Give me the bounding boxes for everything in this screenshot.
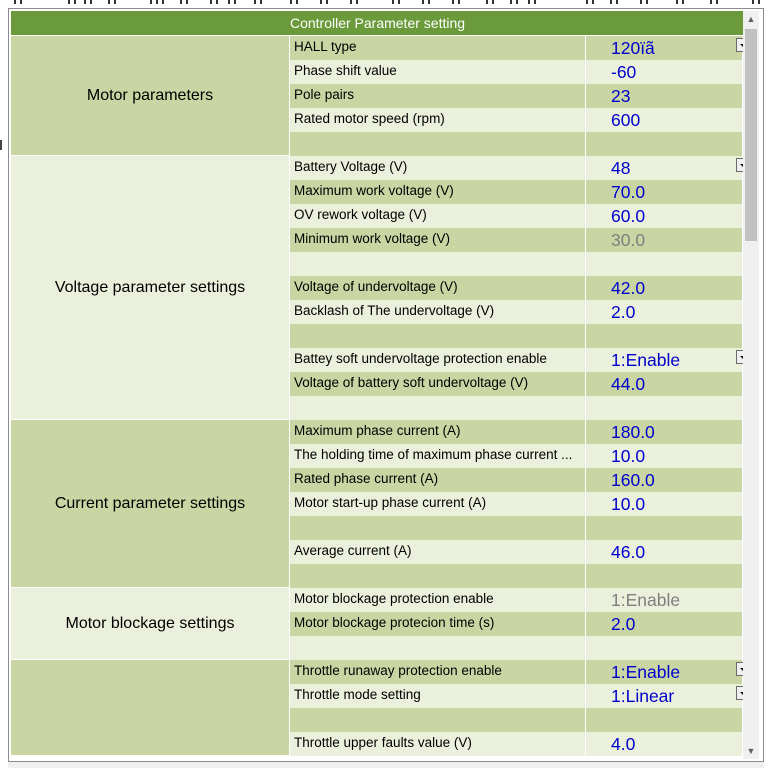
parameter-label xyxy=(290,708,586,732)
parameter-value-field xyxy=(586,588,742,612)
parameter-value-field[interactable] xyxy=(586,732,742,756)
parameter-value-field[interactable] xyxy=(586,564,742,588)
parameter-value: 160.0 xyxy=(611,470,655,490)
parameter-value: 1:Linear xyxy=(611,686,675,706)
parameter-label: Throttle runaway protection enable xyxy=(290,660,586,684)
parameter-value-field[interactable] xyxy=(586,108,742,132)
parameter-value-field[interactable] xyxy=(586,516,742,540)
parameter-row xyxy=(290,372,742,396)
parameter-value: 60.0 xyxy=(611,206,646,226)
parameter-value-field[interactable] xyxy=(586,612,742,636)
parameter-value: 46.0 xyxy=(611,542,646,562)
parameter-value-field[interactable] xyxy=(586,84,742,108)
parameter-value-field xyxy=(586,228,742,252)
parameter-label: Voltage of undervoltage (V) xyxy=(290,276,586,300)
parameter-value-field[interactable] xyxy=(586,492,742,516)
parameter-value: 2.0 xyxy=(611,302,636,322)
parameter-label: Minimum work voltage (V) xyxy=(290,228,586,252)
section-label: Motor parameters xyxy=(11,36,289,156)
parameter-row xyxy=(290,396,742,420)
parameter-value: 1:Enable xyxy=(611,662,681,682)
parameter-row xyxy=(290,84,742,108)
parameter-label: Throttle mode setting xyxy=(290,684,586,708)
parameter-row xyxy=(290,492,742,516)
scrollbar-thumb[interactable] xyxy=(745,29,757,241)
parameter-value-field[interactable] xyxy=(586,372,742,396)
parameter-value: 42.0 xyxy=(611,278,646,298)
parameter-value-field[interactable] xyxy=(586,180,742,204)
parameter-row xyxy=(290,300,742,324)
section-label: Current parameter settings xyxy=(11,420,289,588)
parameter-label: Battey soft undervoltage protection enable xyxy=(290,348,586,372)
parameter-row xyxy=(290,564,742,588)
parameter-value: 600 xyxy=(611,110,641,130)
parameter-label: HALL type xyxy=(290,36,586,60)
parameter-row xyxy=(290,252,742,276)
parameter-value: 70.0 xyxy=(611,182,646,202)
parameter-row xyxy=(290,204,742,228)
parameter-row xyxy=(290,444,742,468)
parameter-select[interactable] xyxy=(586,660,742,684)
top-edge xyxy=(0,0,764,6)
grid-title: Controller Parameter setting xyxy=(11,11,744,35)
parameter-row xyxy=(290,132,742,156)
arrow-up-icon[interactable]: ▲ xyxy=(746,14,756,24)
parameter-label: Phase shift value xyxy=(290,60,586,84)
parameter-select[interactable] xyxy=(586,348,742,372)
parameter-value-field[interactable] xyxy=(586,420,742,444)
parameter-value-field[interactable] xyxy=(586,132,742,156)
parameter-value-field[interactable] xyxy=(586,324,742,348)
parameter-value-field[interactable] xyxy=(586,276,742,300)
parameter-value-field[interactable] xyxy=(586,540,742,564)
parameter-value: 44.0 xyxy=(611,374,646,394)
parameter-label: The holding time of maximum phase current ... xyxy=(290,444,586,468)
parameter-row xyxy=(290,324,742,348)
parameter-row xyxy=(290,228,742,252)
parameter-value: 23 xyxy=(611,86,631,106)
parameter-value: 10.0 xyxy=(611,446,646,466)
parameter-row xyxy=(290,180,742,204)
parameter-value-field[interactable] xyxy=(586,396,742,420)
parameter-label: Voltage of battery soft undervoltage (V) xyxy=(290,372,586,396)
parameter-grid xyxy=(8,8,764,762)
parameter-value-field[interactable] xyxy=(586,468,742,492)
parameter-label xyxy=(290,396,586,420)
parameter-value: 1:Enable xyxy=(611,350,681,370)
bottom-edge xyxy=(8,762,764,768)
parameter-row xyxy=(290,60,742,84)
parameter-value-field[interactable] xyxy=(586,708,742,732)
parameter-label xyxy=(290,324,586,348)
parameter-value-field[interactable] xyxy=(586,300,742,324)
parameter-label: Motor start-up phase current (A) xyxy=(290,492,586,516)
parameter-label: Maximum phase current (A) xyxy=(290,420,586,444)
parameter-label: Backlash of The undervoltage (V) xyxy=(290,300,586,324)
parameter-select[interactable] xyxy=(586,684,742,708)
parameter-label: Rated phase current (A) xyxy=(290,468,586,492)
parameter-value-field[interactable] xyxy=(586,636,742,660)
parameter-row xyxy=(290,708,742,732)
parameter-value-field[interactable] xyxy=(586,252,742,276)
parameter-label xyxy=(290,636,586,660)
parameter-value: 10.0 xyxy=(611,494,646,514)
parameter-label xyxy=(290,516,586,540)
parameter-label: Battery Voltage (V) xyxy=(290,156,586,180)
section-label xyxy=(11,660,289,756)
parameter-select[interactable] xyxy=(586,36,742,60)
parameter-label xyxy=(290,252,586,276)
arrow-down-icon[interactable]: ▼ xyxy=(746,746,756,756)
parameter-value-field[interactable] xyxy=(586,60,742,84)
parameter-row xyxy=(290,420,742,444)
section-label: Voltage parameter settings xyxy=(11,156,289,420)
parameter-label: OV rework voltage (V) xyxy=(290,204,586,228)
left-edge-mark xyxy=(0,140,2,150)
parameter-value: 48 xyxy=(611,158,631,178)
parameter-select[interactable] xyxy=(586,156,742,180)
parameter-row xyxy=(290,36,742,60)
parameter-value: 30.0 xyxy=(611,230,646,250)
parameter-value: 2.0 xyxy=(611,614,636,634)
parameter-label: Motor blockage protecion time (s) xyxy=(290,612,586,636)
parameter-row xyxy=(290,468,742,492)
parameter-value: 4.0 xyxy=(611,734,636,754)
parameter-label xyxy=(290,564,586,588)
parameter-value-field[interactable] xyxy=(586,204,742,228)
parameter-row xyxy=(290,732,742,756)
parameter-label: Pole pairs xyxy=(290,84,586,108)
parameter-row xyxy=(290,348,742,372)
parameter-row xyxy=(290,660,742,684)
parameter-value-field[interactable] xyxy=(586,444,742,468)
parameter-row xyxy=(290,636,742,660)
parameter-label: Motor blockage protection enable xyxy=(290,588,586,612)
parameter-label: Maximum work voltage (V) xyxy=(290,180,586,204)
parameter-value: -60 xyxy=(611,62,637,82)
parameter-row xyxy=(290,156,742,180)
vertical-scrollbar[interactable] xyxy=(743,11,759,759)
parameter-label xyxy=(290,132,586,156)
parameter-label: Throttle upper faults value (V) xyxy=(290,732,586,756)
parameter-value: 1:Enable xyxy=(611,590,681,610)
parameter-row xyxy=(290,612,742,636)
parameter-label: Rated motor speed (rpm) xyxy=(290,108,586,132)
parameter-row xyxy=(290,684,742,708)
parameter-row xyxy=(290,108,742,132)
parameter-row xyxy=(290,540,742,564)
parameter-label: Average current (A) xyxy=(290,540,586,564)
parameter-row xyxy=(290,516,742,540)
parameter-value: 120ïã xyxy=(611,38,655,58)
parameter-row xyxy=(290,588,742,612)
parameter-row xyxy=(290,276,742,300)
section-label: Motor blockage settings xyxy=(11,588,289,660)
parameter-value: 180.0 xyxy=(611,422,655,442)
